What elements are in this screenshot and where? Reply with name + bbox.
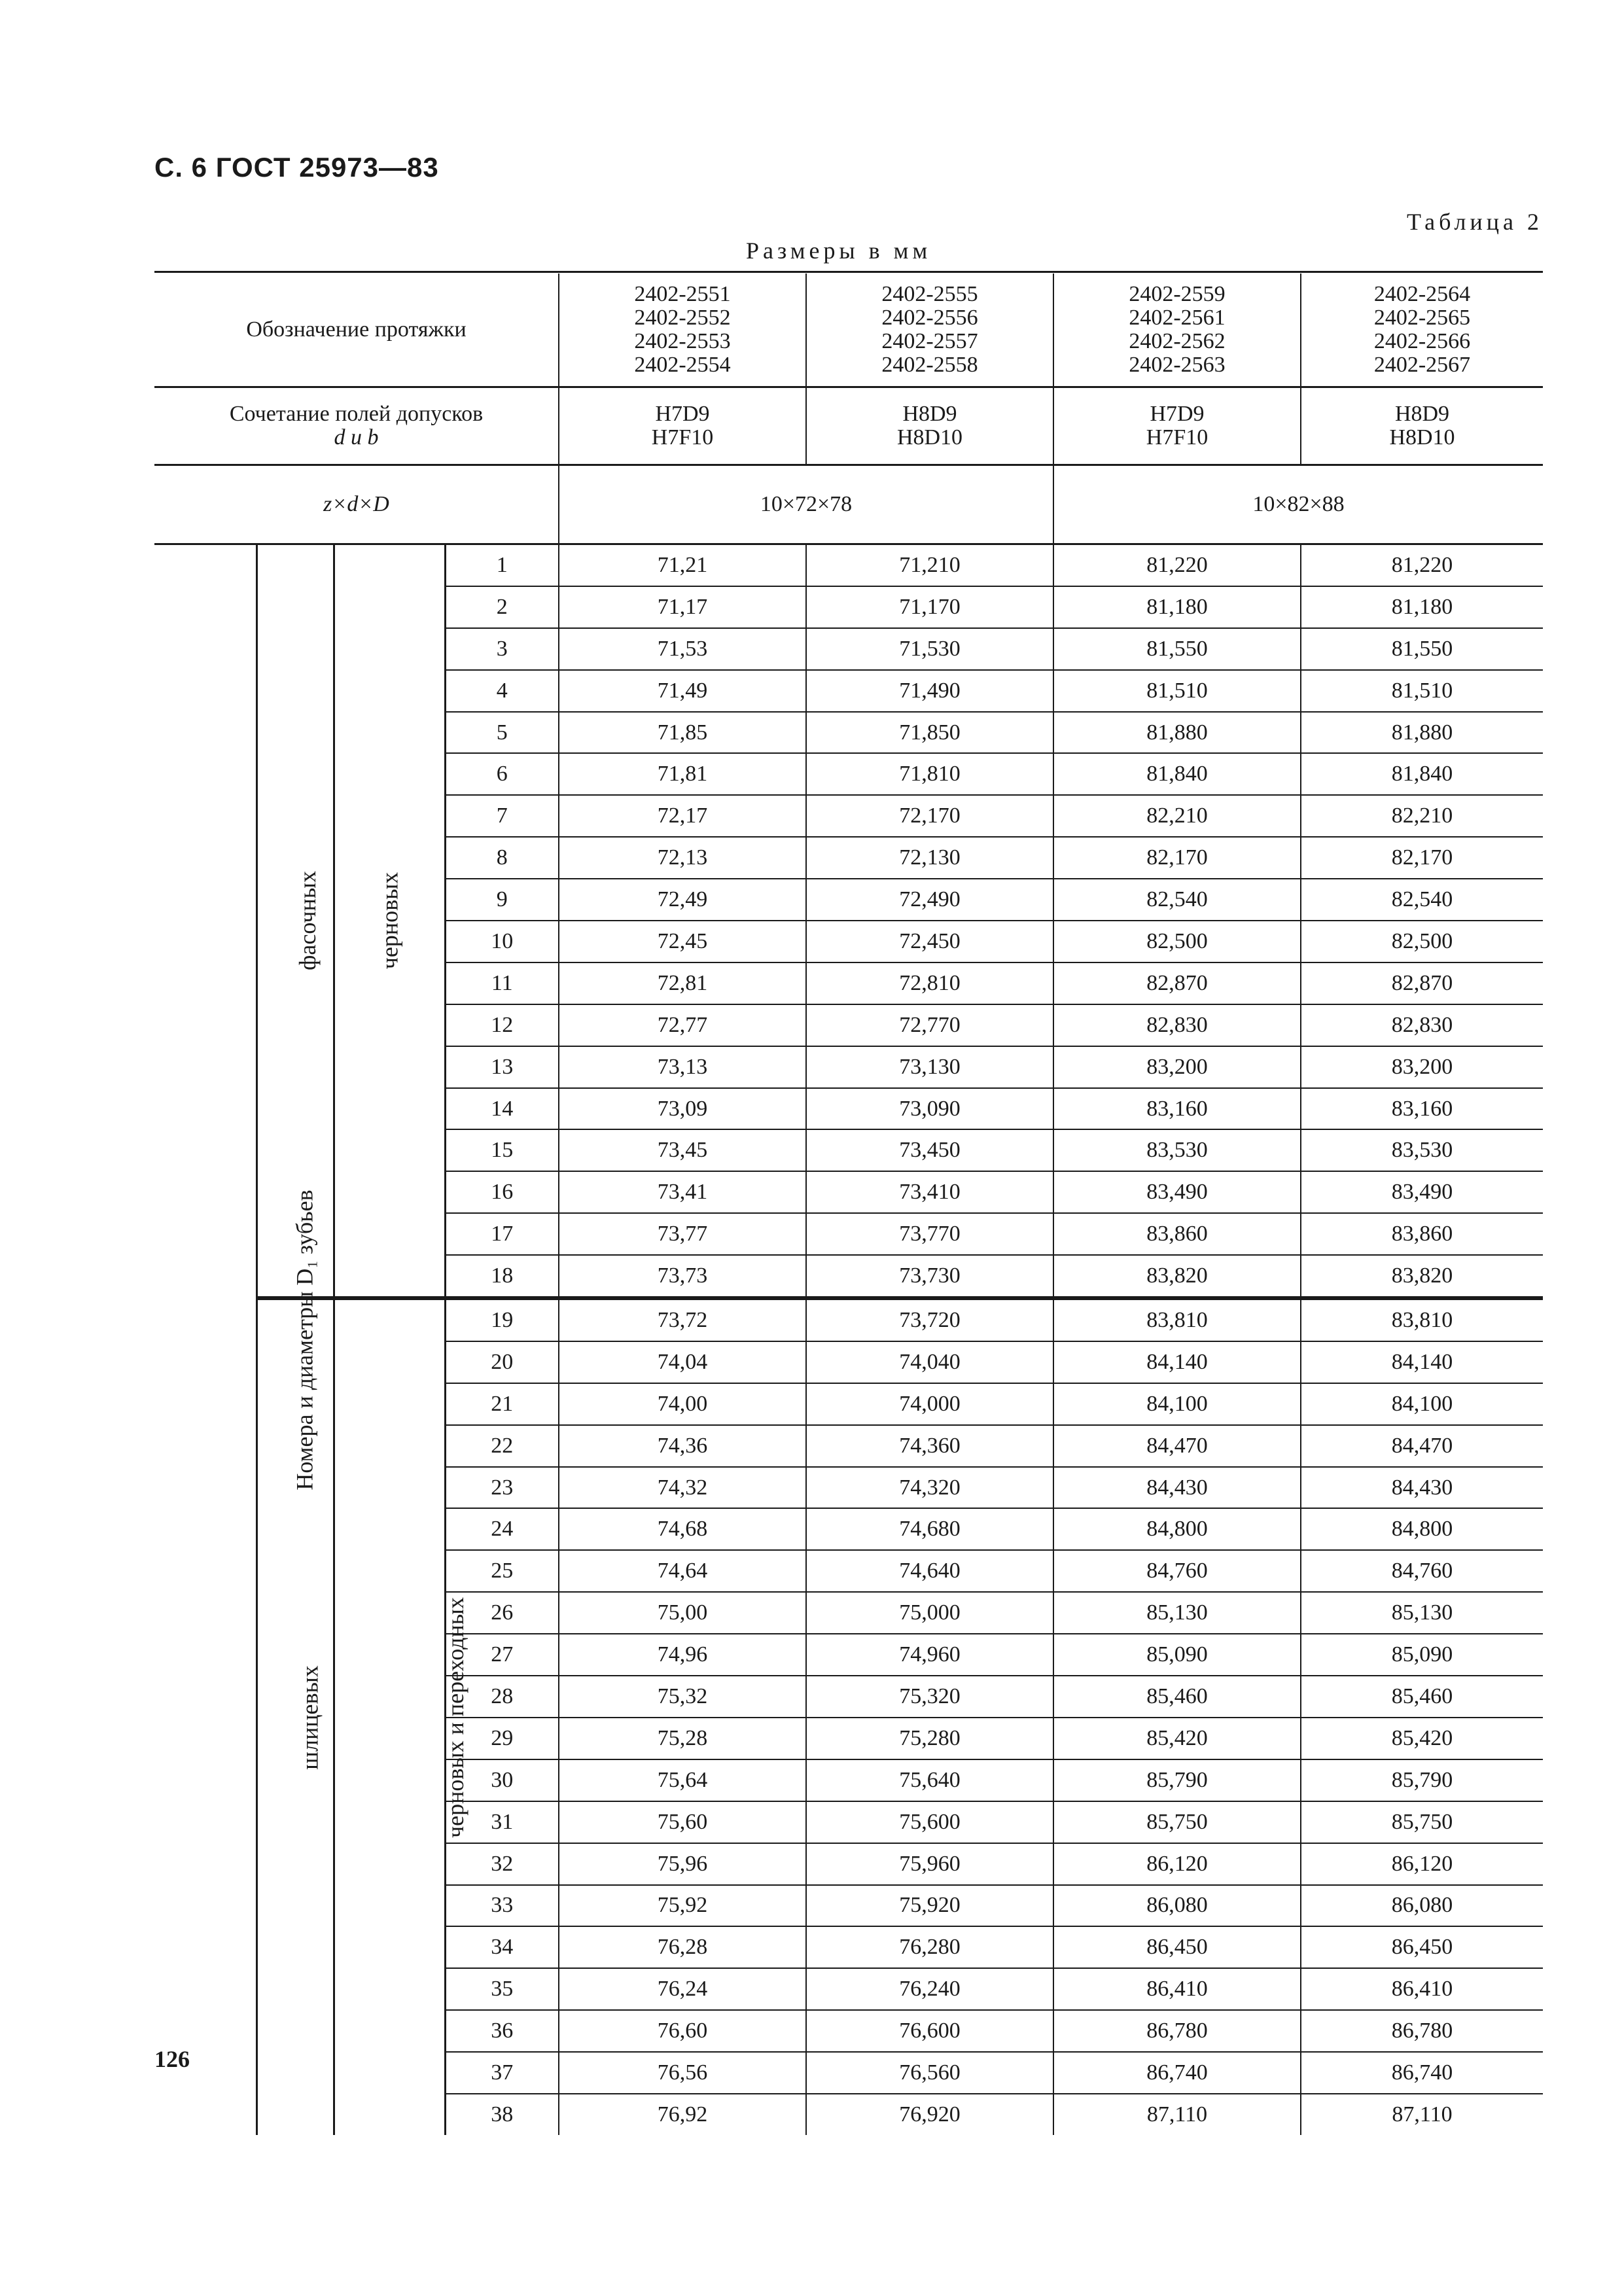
tolerance-cell: H7D9 H7F10: [1053, 387, 1301, 465]
designation-cell: 2402-2551 2402-2552 2402-2553 2402-2554: [559, 274, 806, 387]
tooth-diameter: 84,470: [1301, 1425, 1543, 1467]
tooth-diameter: 86,410: [1053, 1968, 1301, 2010]
tooth-diameter: 73,410: [806, 1171, 1053, 1213]
tooth-number: 31: [445, 1801, 559, 1843]
tooth-diameter: 71,21: [559, 544, 806, 586]
tooth-number: 18: [445, 1255, 559, 1298]
tooth-diameter: 83,490: [1053, 1171, 1301, 1213]
designation-row: [154, 274, 1543, 387]
tooth-diameter: 81,880: [1301, 712, 1543, 754]
tooth-diameter: 74,68: [559, 1508, 806, 1550]
tooth-diameter: 81,180: [1053, 586, 1301, 628]
tooth-diameter-table: [154, 274, 1543, 2135]
tooth-diameter: 86,410: [1301, 1968, 1543, 2010]
tooth-diameter: 82,540: [1053, 879, 1301, 921]
tolerance-cell: H7D9 H7F10: [559, 387, 806, 465]
tooth-diameter: 86,740: [1301, 2052, 1543, 2094]
group-shaped-sub-cell: [334, 544, 445, 1299]
tooth-number: 30: [445, 1759, 559, 1801]
tooth-diameter: 81,880: [1053, 712, 1301, 754]
tooth-diameter: 83,820: [1301, 1255, 1543, 1298]
tooth-diameter: 75,000: [806, 1592, 1053, 1634]
tooth-diameter: 84,430: [1301, 1467, 1543, 1509]
tooth-diameter: 74,680: [806, 1508, 1053, 1550]
tooth-diameter: 71,170: [806, 586, 1053, 628]
tooth-diameter: 85,420: [1301, 1718, 1543, 1759]
tooth-diameter: 82,830: [1053, 1004, 1301, 1046]
tooth-diameter: 81,840: [1301, 753, 1543, 795]
table-row: [154, 544, 1543, 586]
tooth-diameter: 81,840: [1053, 753, 1301, 795]
tooth-number: 38: [445, 2094, 559, 2135]
tooth-diameter: 82,870: [1301, 962, 1543, 1004]
tooth-diameter: 81,220: [1053, 544, 1301, 586]
tooth-diameter: 81,550: [1053, 628, 1301, 670]
tooth-diameter: 84,140: [1301, 1341, 1543, 1383]
tooth-diameter: 83,160: [1301, 1088, 1543, 1130]
tooth-number: 13: [445, 1046, 559, 1088]
tooth-diameter: 82,540: [1301, 879, 1543, 921]
page-number: 126: [154, 2046, 190, 2072]
tooth-diameter: 81,180: [1301, 586, 1543, 628]
tooth-diameter: 75,64: [559, 1759, 806, 1801]
tooth-diameter: 81,510: [1301, 670, 1543, 712]
group-shaped-label: фасочных: [294, 871, 321, 970]
tooth-diameter: 82,210: [1301, 795, 1543, 837]
tooth-diameter: 72,770: [806, 1004, 1053, 1046]
tooth-diameter: 84,140: [1053, 1341, 1301, 1383]
tooth-diameter: 83,200: [1053, 1046, 1301, 1088]
tooth-diameter: 84,470: [1053, 1425, 1301, 1467]
tooth-diameter: 82,170: [1053, 837, 1301, 879]
tooth-diameter: 86,780: [1301, 2010, 1543, 2052]
tooth-diameter: 75,320: [806, 1676, 1053, 1718]
tooth-diameter: 84,100: [1301, 1383, 1543, 1425]
tooth-diameter: 86,450: [1301, 1926, 1543, 1968]
tooth-diameter: 82,170: [1301, 837, 1543, 879]
tooth-number: 20: [445, 1341, 559, 1383]
tooth-diameter: 72,130: [806, 837, 1053, 879]
tooth-diameter: 85,790: [1053, 1759, 1301, 1801]
tooth-diameter: 85,420: [1053, 1718, 1301, 1759]
group-shaped-sub-label: черновых: [376, 872, 402, 970]
tooth-diameter: 75,32: [559, 1676, 806, 1718]
designation-cell: 2402-2559 2402-2561 2402-2562 2402-2563: [1053, 274, 1301, 387]
tooth-diameter: 75,00: [559, 1592, 806, 1634]
tooth-diameter: 71,53: [559, 628, 806, 670]
tooth-diameter: 85,130: [1301, 1592, 1543, 1634]
tooth-number: 27: [445, 1634, 559, 1676]
tooth-diameter: 81,550: [1301, 628, 1543, 670]
tooth-diameter: 76,560: [806, 2052, 1053, 2094]
tooth-diameter: 73,41: [559, 1171, 806, 1213]
tooth-diameter: 85,750: [1053, 1801, 1301, 1843]
tooth-number: 6: [445, 753, 559, 795]
tooth-diameter: 76,28: [559, 1926, 806, 1968]
tooth-diameter: 76,280: [806, 1926, 1053, 1968]
size-cell: 10×82×88: [1053, 465, 1543, 544]
tooth-number: 26: [445, 1592, 559, 1634]
tooth-number: 33: [445, 1885, 559, 1927]
tooth-diameter: 83,530: [1301, 1129, 1543, 1171]
tooth-number: 7: [445, 795, 559, 837]
group-spline-sub-label: черновых и переходных: [442, 1597, 468, 1838]
tooth-diameter: 73,090: [806, 1088, 1053, 1130]
tooth-diameter: 85,090: [1053, 1634, 1301, 1676]
tooth-diameter: 85,790: [1301, 1759, 1543, 1801]
tooth-diameter: 76,24: [559, 1968, 806, 2010]
tooth-diameter: 82,500: [1053, 921, 1301, 962]
tooth-diameter: 72,490: [806, 879, 1053, 921]
tooth-diameter: 75,280: [806, 1718, 1053, 1759]
tooth-diameter: 86,780: [1053, 2010, 1301, 2052]
page-header: С. 6 ГОСТ 25973—83: [154, 152, 439, 183]
designation-label: Обозначение протяжки: [246, 317, 467, 342]
tooth-number: 15: [445, 1129, 559, 1171]
tooth-diameter: 73,73: [559, 1255, 806, 1298]
designation-cell: 2402-2564 2402-2565 2402-2566 2402-2567: [1301, 274, 1543, 387]
tooth-diameter: 74,000: [806, 1383, 1053, 1425]
tooth-diameter: 74,960: [806, 1634, 1053, 1676]
tooth-diameter: 86,740: [1053, 2052, 1301, 2094]
tooth-diameter: 82,830: [1301, 1004, 1543, 1046]
tooth-number: 29: [445, 1718, 559, 1759]
tooth-diameter: 73,770: [806, 1213, 1053, 1255]
tooth-diameter: 83,860: [1301, 1213, 1543, 1255]
tooth-diameter: 85,460: [1053, 1676, 1301, 1718]
tooth-number: 34: [445, 1926, 559, 1968]
tooth-diameter: 71,530: [806, 628, 1053, 670]
tooth-diameter: 73,450: [806, 1129, 1053, 1171]
size-label: z×d×D: [154, 465, 559, 544]
side-label: Номера и диаметры D₁ зубьев: [291, 1190, 318, 1491]
tooth-diameter: 75,640: [806, 1759, 1053, 1801]
tooth-diameter: 85,090: [1301, 1634, 1543, 1676]
table-label: Таблица 2: [1407, 209, 1543, 235]
tooth-diameter: 72,17: [559, 795, 806, 837]
tooth-diameter: 83,860: [1053, 1213, 1301, 1255]
tooth-diameter: 74,36: [559, 1425, 806, 1467]
tolerance-cell: H8D9 H8D10: [1301, 387, 1543, 465]
tooth-diameter: 82,870: [1053, 962, 1301, 1004]
tooth-diameter: 84,760: [1301, 1550, 1543, 1592]
tooth-diameter: 74,04: [559, 1341, 806, 1383]
tolerance-row: [154, 387, 1543, 465]
tooth-diameter: 72,49: [559, 879, 806, 921]
tooth-diameter: 71,210: [806, 544, 1053, 586]
tooth-diameter: 83,490: [1301, 1171, 1543, 1213]
tooth-diameter: 87,110: [1301, 2094, 1543, 2135]
tooth-number: 37: [445, 2052, 559, 2094]
tooth-diameter: 75,600: [806, 1801, 1053, 1843]
tooth-diameter: 76,600: [806, 2010, 1053, 2052]
tooth-diameter: 76,60: [559, 2010, 806, 2052]
size-cell: 10×72×78: [559, 465, 1053, 544]
tooth-diameter: 72,450: [806, 921, 1053, 962]
tooth-diameter: 76,92: [559, 2094, 806, 2135]
tooth-number: 17: [445, 1213, 559, 1255]
tooth-diameter: 86,120: [1053, 1843, 1301, 1885]
tooth-number: 21: [445, 1383, 559, 1425]
tooth-number: 32: [445, 1843, 559, 1885]
tooth-diameter: 84,100: [1053, 1383, 1301, 1425]
tooth-diameter: 71,49: [559, 670, 806, 712]
tooth-diameter: 74,040: [806, 1341, 1053, 1383]
tooth-diameter: 75,28: [559, 1718, 806, 1759]
tooth-number: 2: [445, 586, 559, 628]
tooth-diameter: 82,500: [1301, 921, 1543, 962]
tooth-diameter: 73,730: [806, 1255, 1053, 1298]
tooth-diameter: 74,96: [559, 1634, 806, 1676]
group-shaped-cell: [256, 544, 334, 1299]
tooth-diameter: 73,77: [559, 1213, 806, 1255]
tooth-diameter: 74,360: [806, 1425, 1053, 1467]
tooth-number: 35: [445, 1968, 559, 2010]
tooth-diameter: 71,85: [559, 712, 806, 754]
tooth-diameter: 83,530: [1053, 1129, 1301, 1171]
tooth-diameter: 71,490: [806, 670, 1053, 712]
tooth-number: 1: [445, 544, 559, 586]
tooth-diameter: 84,800: [1053, 1508, 1301, 1550]
tooth-diameter: 83,810: [1053, 1298, 1301, 1341]
tooth-diameter: 71,17: [559, 586, 806, 628]
tooth-diameter: 72,810: [806, 962, 1053, 1004]
tooth-number: 23: [445, 1467, 559, 1509]
tooth-diameter: 73,72: [559, 1298, 806, 1341]
tooth-number: 11: [445, 962, 559, 1004]
tooth-diameter: 81,220: [1301, 544, 1543, 586]
tooth-number: 36: [445, 2010, 559, 2052]
tooth-number: 16: [445, 1171, 559, 1213]
tooth-diameter: 85,750: [1301, 1801, 1543, 1843]
tooth-diameter: 76,920: [806, 2094, 1053, 2135]
table-top-rule: [154, 271, 1543, 273]
tooth-diameter: 86,080: [1301, 1885, 1543, 1927]
tooth-diameter: 85,460: [1301, 1676, 1543, 1718]
tooth-number: 19: [445, 1298, 559, 1341]
tooth-diameter: 81,510: [1053, 670, 1301, 712]
tooth-diameter: 75,60: [559, 1801, 806, 1843]
tolerance-cell: H8D9 H8D10: [806, 387, 1053, 465]
tooth-diameter: 82,210: [1053, 795, 1301, 837]
tooth-diameter: 74,640: [806, 1550, 1053, 1592]
tooth-diameter: 72,170: [806, 795, 1053, 837]
tooth-diameter: 76,56: [559, 2052, 806, 2094]
tooth-number: 25: [445, 1550, 559, 1592]
tooth-number: 12: [445, 1004, 559, 1046]
tooth-diameter: 74,00: [559, 1383, 806, 1425]
tooth-number: 5: [445, 712, 559, 754]
tooth-diameter: 86,120: [1301, 1843, 1543, 1885]
tooth-number: 8: [445, 837, 559, 879]
tooth-diameter: 75,96: [559, 1843, 806, 1885]
tooth-diameter: 84,430: [1053, 1467, 1301, 1509]
tooth-diameter: 74,32: [559, 1467, 806, 1509]
tooth-diameter: 84,760: [1053, 1550, 1301, 1592]
size-row: [154, 465, 1543, 544]
tolerance-label: Сочетание полей допусков d и b: [154, 387, 559, 465]
tooth-number: 3: [445, 628, 559, 670]
group-spline-label: шлицевых: [296, 1665, 323, 1770]
tooth-number: 10: [445, 921, 559, 962]
tooth-diameter: 73,13: [559, 1046, 806, 1088]
tooth-diameter: 75,960: [806, 1843, 1053, 1885]
tooth-diameter: 87,110: [1053, 2094, 1301, 2135]
tooth-diameter: 75,92: [559, 1885, 806, 1927]
tooth-diameter: 72,45: [559, 921, 806, 962]
tooth-number: 9: [445, 879, 559, 921]
tooth-diameter: 83,820: [1053, 1255, 1301, 1298]
tooth-number: 22: [445, 1425, 559, 1467]
tooth-diameter: 71,850: [806, 712, 1053, 754]
tooth-number: 28: [445, 1676, 559, 1718]
table-row: [154, 1298, 1543, 1341]
tooth-diameter: 71,810: [806, 753, 1053, 795]
tooth-diameter: 75,920: [806, 1885, 1053, 1927]
tooth-diameter: 86,450: [1053, 1926, 1301, 1968]
tooth-diameter: 83,810: [1301, 1298, 1543, 1341]
tooth-diameter: 74,64: [559, 1550, 806, 1592]
tooth-diameter: 72,81: [559, 962, 806, 1004]
tooth-diameter: 85,130: [1053, 1592, 1301, 1634]
tooth-diameter: 74,320: [806, 1467, 1053, 1509]
tooth-number: 24: [445, 1508, 559, 1550]
tooth-diameter: 71,81: [559, 753, 806, 795]
tooth-diameter: 73,130: [806, 1046, 1053, 1088]
tooth-diameter: 72,77: [559, 1004, 806, 1046]
designation-cell: 2402-2555 2402-2556 2402-2557 2402-2558: [806, 274, 1053, 387]
units-caption: Размеры в мм: [746, 238, 932, 264]
group-spline-sub-cell: [334, 1298, 468, 2135]
tooth-number: 4: [445, 670, 559, 712]
tooth-diameter: 86,080: [1053, 1885, 1301, 1927]
tooth-number: 14: [445, 1088, 559, 1130]
tooth-diameter: 83,160: [1053, 1088, 1301, 1130]
tooth-diameter: 73,09: [559, 1088, 806, 1130]
tooth-diameter: 83,200: [1301, 1046, 1543, 1088]
tooth-diameter: 72,13: [559, 837, 806, 879]
tooth-diameter: 84,800: [1301, 1508, 1543, 1550]
tooth-diameter: 73,720: [806, 1298, 1053, 1341]
tooth-diameter: 76,240: [806, 1968, 1053, 2010]
tooth-diameter: 73,45: [559, 1129, 806, 1171]
